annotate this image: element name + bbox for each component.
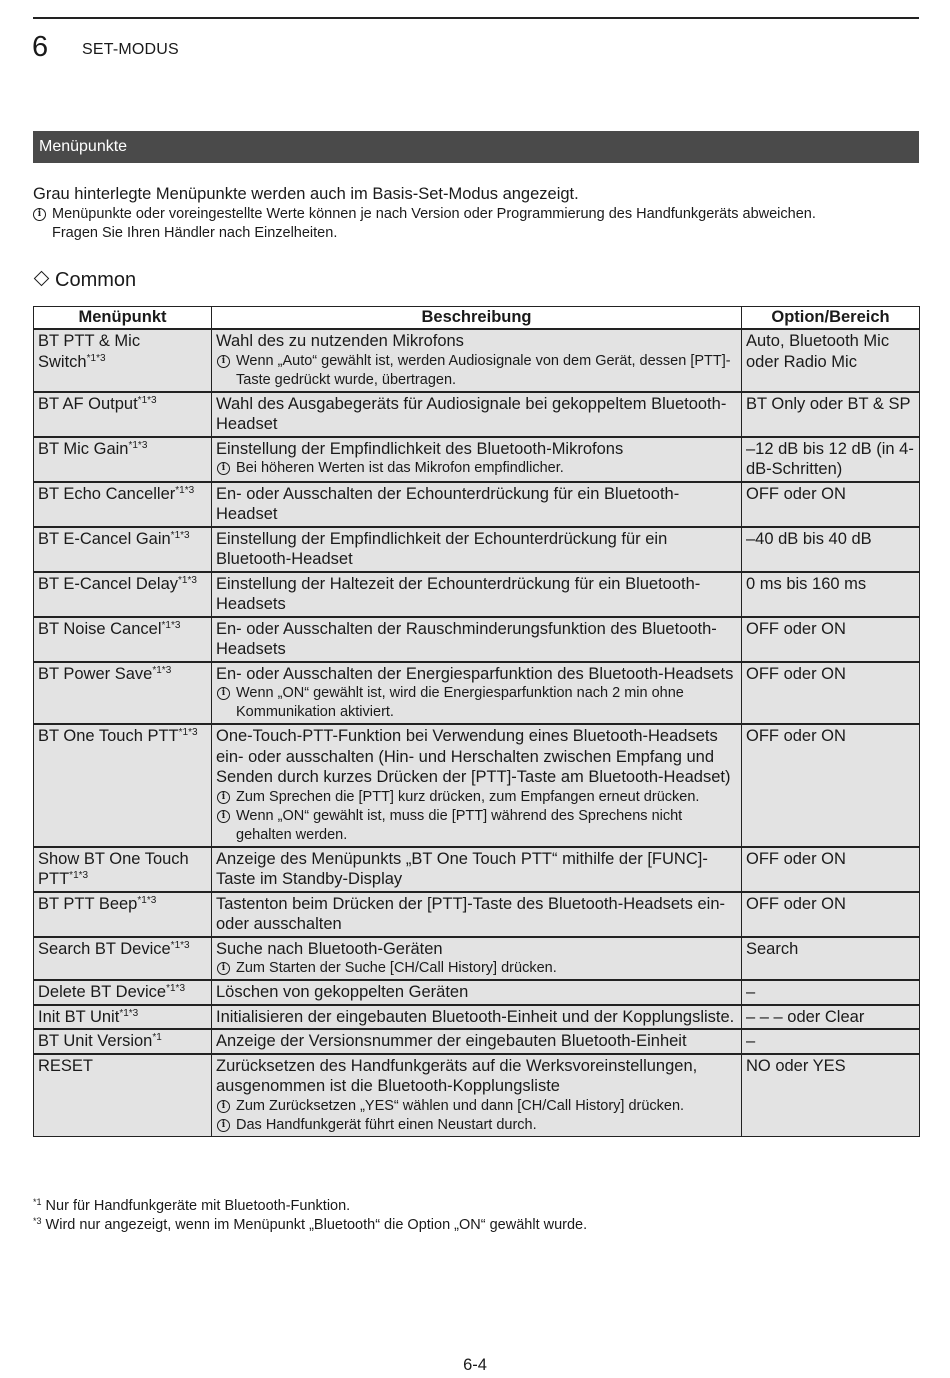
menu-item-name: BT PTT & Mic Switch — [38, 332, 141, 371]
header-option: Option/Bereich — [742, 307, 920, 330]
description-cell — [212, 847, 742, 892]
menu-item-name: BT Noise Cancel — [38, 619, 162, 638]
footnote-ref: *1*3 — [137, 894, 157, 906]
description-note-text: Das Handfunkgerät führt einen Neustart durch. — [236, 1116, 537, 1133]
description-cell — [212, 617, 742, 662]
subheading — [33, 268, 136, 292]
description-text: En- oder Ausschalten der Echounterdrückung für ein Bluetooth-Headset — [216, 484, 680, 523]
info-icon: i — [217, 962, 230, 975]
table-row — [34, 572, 920, 617]
footnote-ref: *1 — [152, 1032, 162, 1043]
description-text: Einstellung der Empfindlichkeit des Bluetooth-Mikrofons — [216, 439, 624, 458]
description-cell — [212, 937, 742, 981]
table-row — [34, 937, 920, 981]
menu-item-cell — [34, 724, 212, 847]
note-text: Fragen Sie Ihren Händler nach Einzelheiten. — [52, 225, 338, 241]
table-row — [34, 527, 920, 572]
table-row — [34, 437, 920, 482]
description-text: Tastenton beim Drücken der [PTT]-Taste des Bluetooth-Headsets ein- oder ausschalten — [216, 894, 725, 933]
description-text: Löschen von gekoppelten Geräten — [216, 983, 469, 1001]
info-icon: i — [33, 208, 46, 221]
menu-item-name: BT AF Output — [38, 394, 138, 413]
footnote — [33, 1197, 587, 1216]
footnotes — [33, 1197, 587, 1235]
top-rule — [33, 17, 919, 19]
info-icon: i — [217, 1100, 230, 1113]
option-cell: –40 dB bis 40 dB — [742, 527, 920, 572]
info-icon: i — [217, 355, 230, 368]
menu-item-name: Search BT Device — [38, 939, 171, 958]
menu-item-cell — [34, 329, 212, 392]
footnote-ref: *1*3 — [69, 870, 89, 881]
description-cell — [212, 980, 742, 1005]
description-note-text: Bei höheren Werten ist das Mikrofon empfindlicher. — [236, 460, 564, 476]
description-note-text: Wenn „Auto“ gewählt ist, werden Audiosignale von dem Gerät, dessen [PTT]-Taste gedrückt wurde, übertragen. — [236, 352, 731, 388]
description-cell — [212, 437, 742, 482]
footnote-ref: *1*3 — [161, 619, 181, 631]
option-cell: – — [742, 980, 920, 1005]
description-text: Wahl des Ausgabegeräts für Audiosignale bei gekoppeltem Bluetooth-Headset — [216, 394, 727, 433]
option-cell: 0 ms bis 160 ms — [742, 572, 920, 617]
description-cell — [212, 662, 742, 725]
option-cell: – — [742, 1029, 920, 1054]
table-row — [34, 847, 920, 892]
description-note-text: Zum Zurücksetzen „YES“ wählen und dann [CH/Call History] drücken. — [236, 1097, 685, 1114]
footnote — [33, 1216, 587, 1235]
section-title-bar: Menüpunkte — [33, 131, 919, 163]
footnote-ref: *1*3 — [128, 439, 148, 451]
menu-item-name: BT E-Cancel Gain — [38, 529, 171, 548]
note-line — [33, 205, 913, 224]
description-text: Initialisieren der eingebauten Bluetooth-Einheit und der Kopplungsliste. — [216, 1007, 735, 1026]
description-cell — [212, 572, 742, 617]
description-note — [216, 1097, 737, 1116]
description-note — [216, 959, 737, 978]
description-text: Wahl des zu nutzenden Mikrofons — [216, 332, 464, 350]
table-header-row — [34, 307, 920, 330]
menu-item-name: BT Unit Version — [38, 1032, 153, 1050]
description-note — [216, 684, 737, 722]
option-cell: OFF oder ON — [742, 617, 920, 662]
chapter-title: SET-MODUS — [82, 41, 179, 58]
menu-item-name: BT Power Save — [38, 664, 153, 683]
description-cell — [212, 1005, 742, 1030]
description-note — [216, 459, 737, 478]
description-text: En- oder Ausschalten der Energiesparfunktion des Bluetooth-Headsets — [216, 664, 734, 683]
description-text: Einstellung der Haltezeit der Echounterdrückung für ein Bluetooth-Headsets — [216, 574, 701, 613]
menu-item-cell — [34, 1029, 212, 1054]
menu-item-cell — [34, 980, 212, 1005]
description-cell — [212, 892, 742, 937]
option-cell: OFF oder ON — [742, 892, 920, 937]
menu-item-cell — [34, 527, 212, 572]
option-cell: OFF oder ON — [742, 482, 920, 527]
info-icon: i — [217, 1119, 230, 1132]
chapter-number: 6 — [32, 31, 49, 63]
menu-item-cell — [34, 572, 212, 617]
description-cell — [212, 482, 742, 527]
description-cell — [212, 392, 742, 437]
description-note — [216, 1116, 737, 1135]
info-icon: i — [217, 687, 230, 700]
note-line — [33, 224, 913, 243]
info-icon: i — [217, 810, 230, 823]
description-text: En- oder Ausschalten der Rauschminderungsfunktion des Bluetooth-Headsets — [216, 619, 717, 658]
table-row — [34, 329, 920, 392]
table-row — [34, 1054, 920, 1137]
option-cell: – – – oder Clear — [742, 1005, 920, 1030]
table-row — [34, 892, 920, 937]
footnote-ref: *1*3 — [178, 727, 198, 738]
footnote-ref: *1*3 — [137, 394, 157, 406]
header-description: Beschreibung — [212, 307, 742, 330]
table-row — [34, 980, 920, 1005]
menu-item-cell — [34, 1054, 212, 1137]
option-cell: Search — [742, 937, 920, 981]
description-text: Einstellung der Empfindlichkeit der Echounterdrückung für ein Bluetooth-Headset — [216, 529, 668, 568]
description-cell — [212, 724, 742, 847]
menu-item-name: RESET — [38, 1056, 94, 1075]
option-cell: –12 dB bis 12 dB (in 4-dB-Schritten) — [742, 437, 920, 482]
menu-item-name: Show BT One Touch PTT — [38, 849, 189, 888]
footnote-ref: *1*3 — [170, 529, 190, 541]
footnote-ref: *1*3 — [152, 664, 172, 676]
header-item: Menüpunkt — [34, 307, 212, 330]
info-icon: i — [217, 462, 230, 475]
description-note — [216, 352, 737, 390]
table-row — [34, 482, 920, 527]
option-cell: OFF oder ON — [742, 724, 920, 847]
description-cell — [212, 329, 742, 392]
menu-item-name: Init BT Unit — [38, 1007, 120, 1026]
intro-notes — [33, 205, 913, 243]
option-cell: OFF oder ON — [742, 662, 920, 725]
footnote-mark: *3 — [33, 1216, 42, 1226]
menu-item-name: BT PTT Beep — [38, 894, 138, 913]
footnote-ref: *1*3 — [166, 983, 185, 994]
description-cell — [212, 1029, 742, 1054]
menu-table — [33, 306, 920, 1137]
description-note — [216, 788, 737, 807]
table-row — [34, 1005, 920, 1030]
menu-item-name: BT Mic Gain — [38, 439, 129, 458]
subheading-text: Common — [55, 269, 137, 291]
option-cell: OFF oder ON — [742, 847, 920, 892]
table-row — [34, 724, 920, 847]
footnote-ref: *1*3 — [86, 352, 106, 364]
menu-item-cell — [34, 892, 212, 937]
footnote-mark: *1 — [33, 1197, 42, 1207]
footnote-text: Wird nur angezeigt, wenn im Menüpunkt „Bluetooth“ die Option „ON“ gewählt wurde. — [45, 1217, 588, 1233]
description-cell — [212, 527, 742, 572]
diamond-icon — [34, 271, 50, 287]
table-row — [34, 392, 920, 437]
description-note-text: Wenn „ON“ gewählt ist, muss die [PTT] während des Sprechens nicht gehalten werden. — [236, 807, 683, 843]
description-cell — [212, 1054, 742, 1137]
option-cell: NO oder YES — [742, 1054, 920, 1137]
table-row — [34, 662, 920, 725]
description-note-text: Zum Sprechen die [PTT] kurz drücken, zum Empfangen erneut drücken. — [236, 788, 700, 805]
footnote-text: Nur für Handfunkgeräte mit Bluetooth-Funktion. — [45, 1198, 351, 1214]
table-row — [34, 617, 920, 662]
footnote-ref: *1*3 — [178, 574, 197, 586]
menu-item-name: BT One Touch PTT — [38, 727, 179, 745]
description-note-text: Zum Starten der Suche [CH/Call History] drücken. — [236, 960, 557, 976]
menu-item-cell — [34, 482, 212, 527]
footnote-ref: *1*3 — [119, 1007, 139, 1019]
menu-item-cell — [34, 617, 212, 662]
description-note-text: Wenn „ON“ gewählt ist, wird die Energiesparfunktion nach 2 min ohne Kommunikation aktiviert. — [236, 685, 684, 720]
menu-item-cell — [34, 1005, 212, 1030]
option-cell: Auto, Bluetooth Mic oder Radio Mic — [742, 329, 920, 392]
menu-item-cell — [34, 662, 212, 725]
menu-item-cell — [34, 392, 212, 437]
description-text: Zurücksetzen des Handfunkgeräts auf die Werksvoreinstellungen, ausgenommen ist die Bluetooth-Kopplungsliste — [216, 1056, 698, 1095]
description-note — [216, 807, 737, 845]
option-cell: BT Only oder BT & SP — [742, 392, 920, 437]
footnote-ref: *1*3 — [170, 939, 190, 951]
page-number: 6-4 — [463, 1356, 487, 1374]
menu-item-cell — [34, 437, 212, 482]
menu-item-cell — [34, 937, 212, 981]
menu-item-name: Delete BT Device — [38, 983, 167, 1001]
footnote-ref: *1*3 — [175, 484, 195, 496]
menu-item-cell — [34, 847, 212, 892]
description-text: Anzeige des Menüpunkts „BT One Touch PTT“ mithilfe der [FUNC]-Taste im Standby-Display — [216, 849, 708, 888]
note-text: Menüpunkte oder voreingestellte Werte können je nach Version oder Programmierung des Handfunkgeräts abweichen. — [52, 206, 816, 222]
menu-item-name: BT Echo Canceller — [38, 484, 176, 503]
table-row — [34, 1029, 920, 1054]
description-text: Anzeige der Versionsnummer der eingebauten Bluetooth-Einheit — [216, 1032, 687, 1050]
description-text: Suche nach Bluetooth-Geräten — [216, 939, 443, 958]
menu-item-name: BT E-Cancel Delay — [38, 574, 179, 593]
description-text: One-Touch-PTT-Funktion bei Verwendung eines Bluetooth-Headsets ein- oder ausschalten (Hin- und Herschalten zwischen Empfang und Senden durch kurzes Drücken der [PTT]-Taste am Bluetooth-Headset) — [216, 727, 731, 786]
info-icon: i — [217, 791, 230, 804]
intro-text: Grau hinterlegte Menüpunkte werden auch im Basis-Set-Modus angezeigt. — [33, 185, 579, 203]
